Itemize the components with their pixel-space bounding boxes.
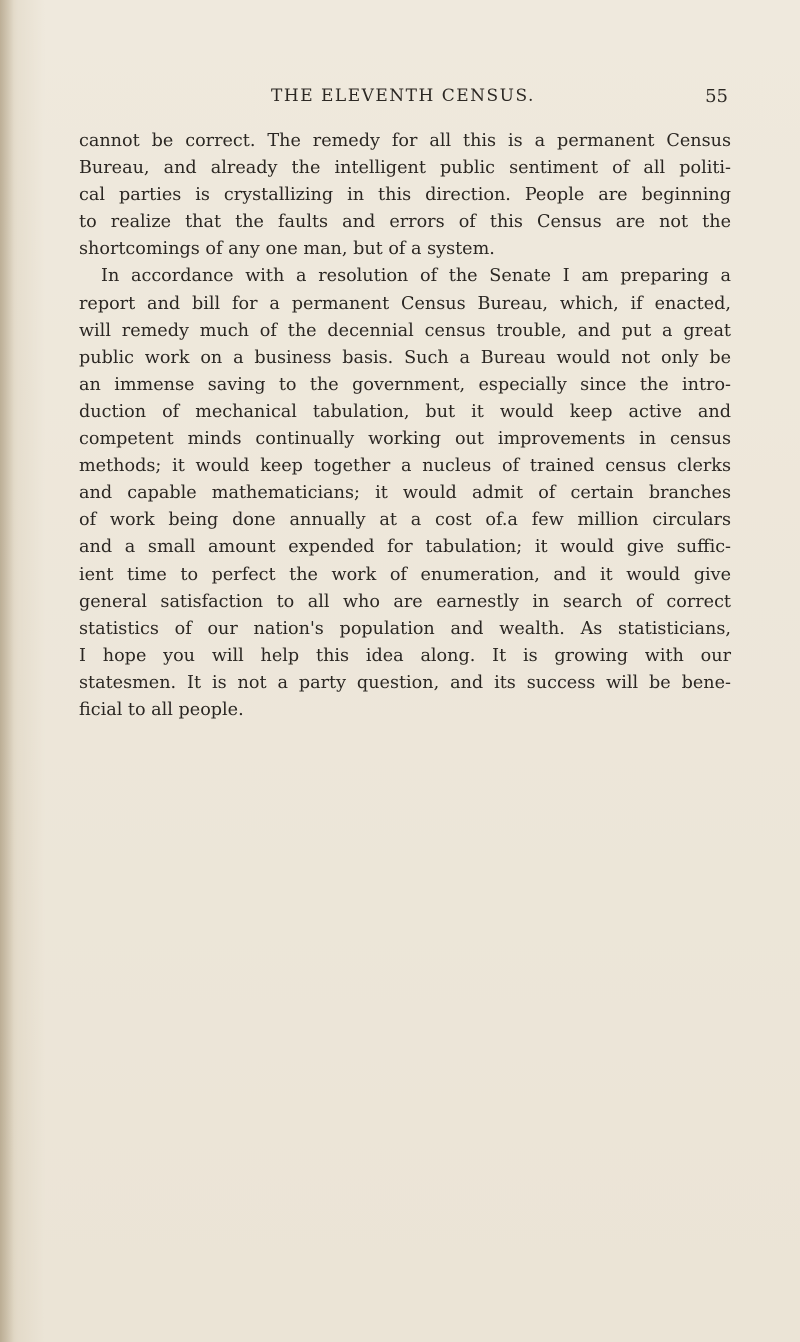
body-text [79,128,731,724]
text-line: statesmen. It is not a party question, and its success will be bene- [79,672,731,693]
text-line: statistics of our nation's population and wealth. As statisticians, [79,618,731,639]
page-number: 55 [705,86,728,107]
text-line: will remedy much of the decennial census trouble, and put a great [79,320,731,341]
page-binding-shadow [0,0,14,1342]
running-head-title: THE ELEVENTH CENSUS. [271,86,535,106]
text-line: general satisfaction to all who are earnestly in search of correct [79,591,731,612]
text-line: methods; it would keep together a nucleus of trained census clerks [79,456,731,477]
text-line: public work on a business basis. Such a Bureau would not only be [79,347,731,368]
text-line: competent minds continually working out improvements in census [79,429,731,450]
text-line: I hope you will help this idea along. It is growing with our [79,645,731,666]
text-line: and capable mathematicians; it would admit of certain branches [79,483,731,504]
text-line: Bureau, and already the intelligent public sentiment of all politi- [79,158,731,179]
text-line: In accordance with a resolution of the Senate I am preparing a [101,266,731,287]
text-line: shortcomings of any one man, but of a system. [79,239,495,260]
text-line: ient time to perfect the work of enumeration, and it would give [79,564,731,585]
text-line: ficial to all people. [79,699,244,720]
text-line: report and bill for a permanent Census Bureau, which, if enacted, [79,293,731,314]
text-line: duction of mechanical tabulation, but it would keep active and [79,401,731,422]
text-line: of work being done annually at a cost of.a few million circulars [79,510,731,531]
text-line: cannot be correct. The remedy for all this is a permanent Census [79,131,731,151]
text-line: and a small amount expended for tabulation; it would give suffic- [79,537,731,558]
text-line: cal parties is crystallizing in this direction. People are beginning [79,185,731,206]
running-head [78,86,728,110]
text-line: to realize that the faults and errors of this Census are not the [79,212,731,233]
text-line: an immense saving to the government, especially since the intro- [79,374,731,395]
